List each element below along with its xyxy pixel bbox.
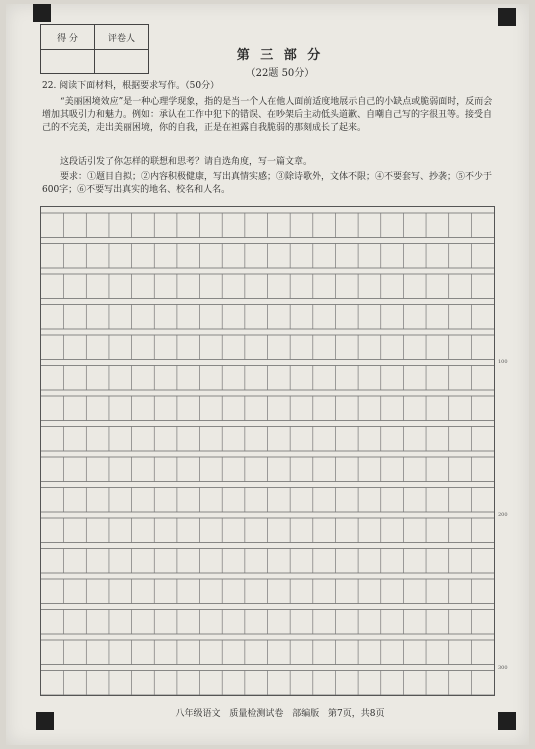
corner-mark-top-right xyxy=(498,8,516,26)
score-label: 得 分 xyxy=(41,25,95,49)
question-heading: 22. 阅读下面材料，根据要求写作。（50分） xyxy=(42,81,220,91)
question-material: “美丽困境效应”是一种心理学现象，指的是当一个人在他人面前适度地展示自己的小缺点或脆弱面时，反而会增加其吸引力和魅力。例如：承认在工作中犯下的错误、在吵架后主动低头道歉、自嘲自己写的字很丑等。接受自己的不完美，走出美丽困境，你的自我，正是在袒露自我脆弱的那刻成长了起来。 xyxy=(42,97,493,133)
grader-field[interactable] xyxy=(95,50,148,74)
grader-label: 评卷人 xyxy=(107,33,135,44)
word-count-mark-200: 200 xyxy=(498,512,508,518)
corner-mark-top-left xyxy=(33,4,51,22)
corner-mark-bottom-right xyxy=(498,712,516,730)
section-subtitle: （22题 50分） xyxy=(245,68,315,79)
page-footer: 八年级语文 质量检测试卷 部编版 第7页，共8页 xyxy=(175,709,385,719)
word-count-mark-300: 300 xyxy=(498,665,508,671)
question-requirements: 要求：①题目自拟；②内容积极健康，写出真情实感；③除诗歌外，文体不限；④不要套写、抄袭；⑤不少于600字；⑥不要写出真实的地名、校名和人名。 xyxy=(42,172,493,195)
corner-mark-bottom-left xyxy=(36,712,54,730)
score-box xyxy=(40,24,149,74)
question-prompt: 这段话引发了你怎样的联想和思考？请自选角度，写一篇文章。 xyxy=(60,157,313,167)
writing-grid[interactable] xyxy=(40,206,508,696)
section-title: 第 三 部 分 xyxy=(236,48,324,63)
score-field[interactable] xyxy=(41,50,95,74)
writing-grid-lines xyxy=(41,207,494,695)
word-count-mark-100: 100 xyxy=(498,359,508,365)
